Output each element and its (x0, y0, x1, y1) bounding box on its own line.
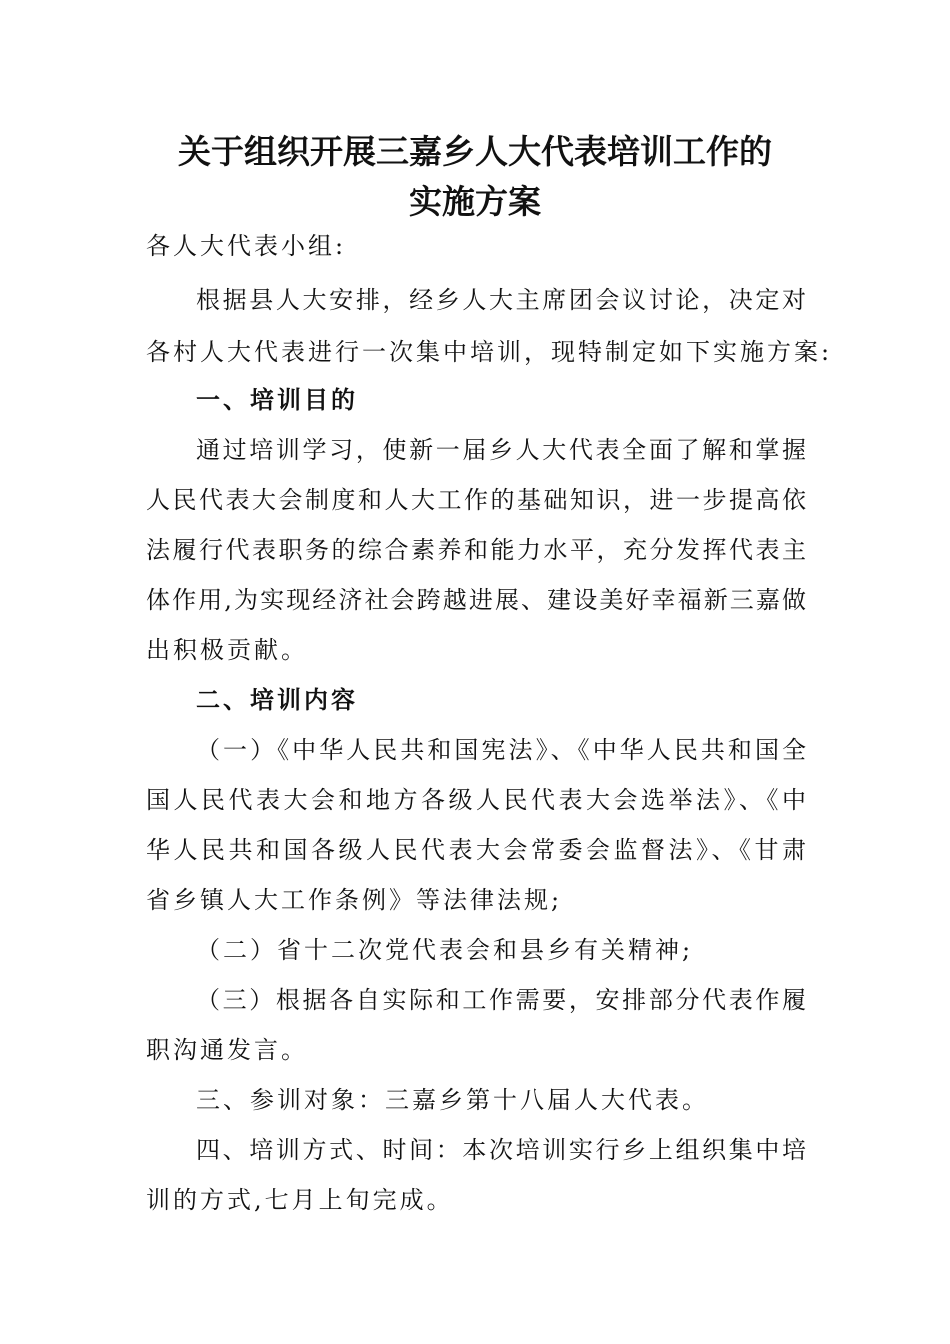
list-item-line: 省乡镇人大工作条例》等法律法规; (146, 886, 563, 914)
section-method-line: 训的方式,七月上旬完成。 (146, 1186, 454, 1214)
document-title-line-2: 实施方案 (409, 182, 541, 221)
section-participants: 三、参训对象：三嘉乡第十八届人大代表。 (196, 1086, 709, 1114)
list-item-line: 国人民代表大会和地方各级人民代表大会选举法》、《中 (146, 786, 806, 814)
section-heading-purpose: 一、培训目的 (196, 386, 358, 414)
salutation: 各人大代表小组: (146, 232, 347, 260)
list-item-line: （二）省十二次党代表会和县乡有关精神; (196, 936, 694, 964)
paragraph-line: 法履行代表职务的综合素养和能力水平，充分发挥代表主 (146, 536, 806, 564)
list-item-line: （一）《中华人民共和国宪法》、《中华人民共和国全 (196, 736, 806, 764)
intro-line: 各村人大代表进行一次集中培训，现特制定如下实施方案: (146, 338, 833, 366)
paragraph-line: 体作用,为实现经济社会跨越进展、建设美好幸福新三嘉做 (146, 586, 806, 614)
intro-line: 根据县人大安排，经乡人大主席团会议讨论，决定对 (196, 286, 806, 314)
paragraph-line: 通过培训学习，使新一届乡人大代表全面了解和掌握 (196, 436, 806, 464)
document-title-line-1: 关于组织开展三嘉乡人大代表培训工作的 (178, 132, 772, 171)
list-item-line: 职沟通发言。 (146, 1036, 308, 1064)
section-method-line: 四、培训方式、时间：本次培训实行乡上组织集中培 (196, 1136, 806, 1164)
paragraph-line: 出积极贡献。 (146, 636, 308, 664)
list-item-line: 华人民共和国各级人民代表大会常委会监督法》、《甘肃 (146, 836, 806, 864)
list-item-line: （三）根据各自实际和工作需要，安排部分代表作履 (196, 986, 806, 1014)
section-heading-content: 二、培训内容 (196, 686, 358, 714)
paragraph-line: 人民代表大会制度和人大工作的基础知识，进一步提高依 (146, 486, 806, 514)
